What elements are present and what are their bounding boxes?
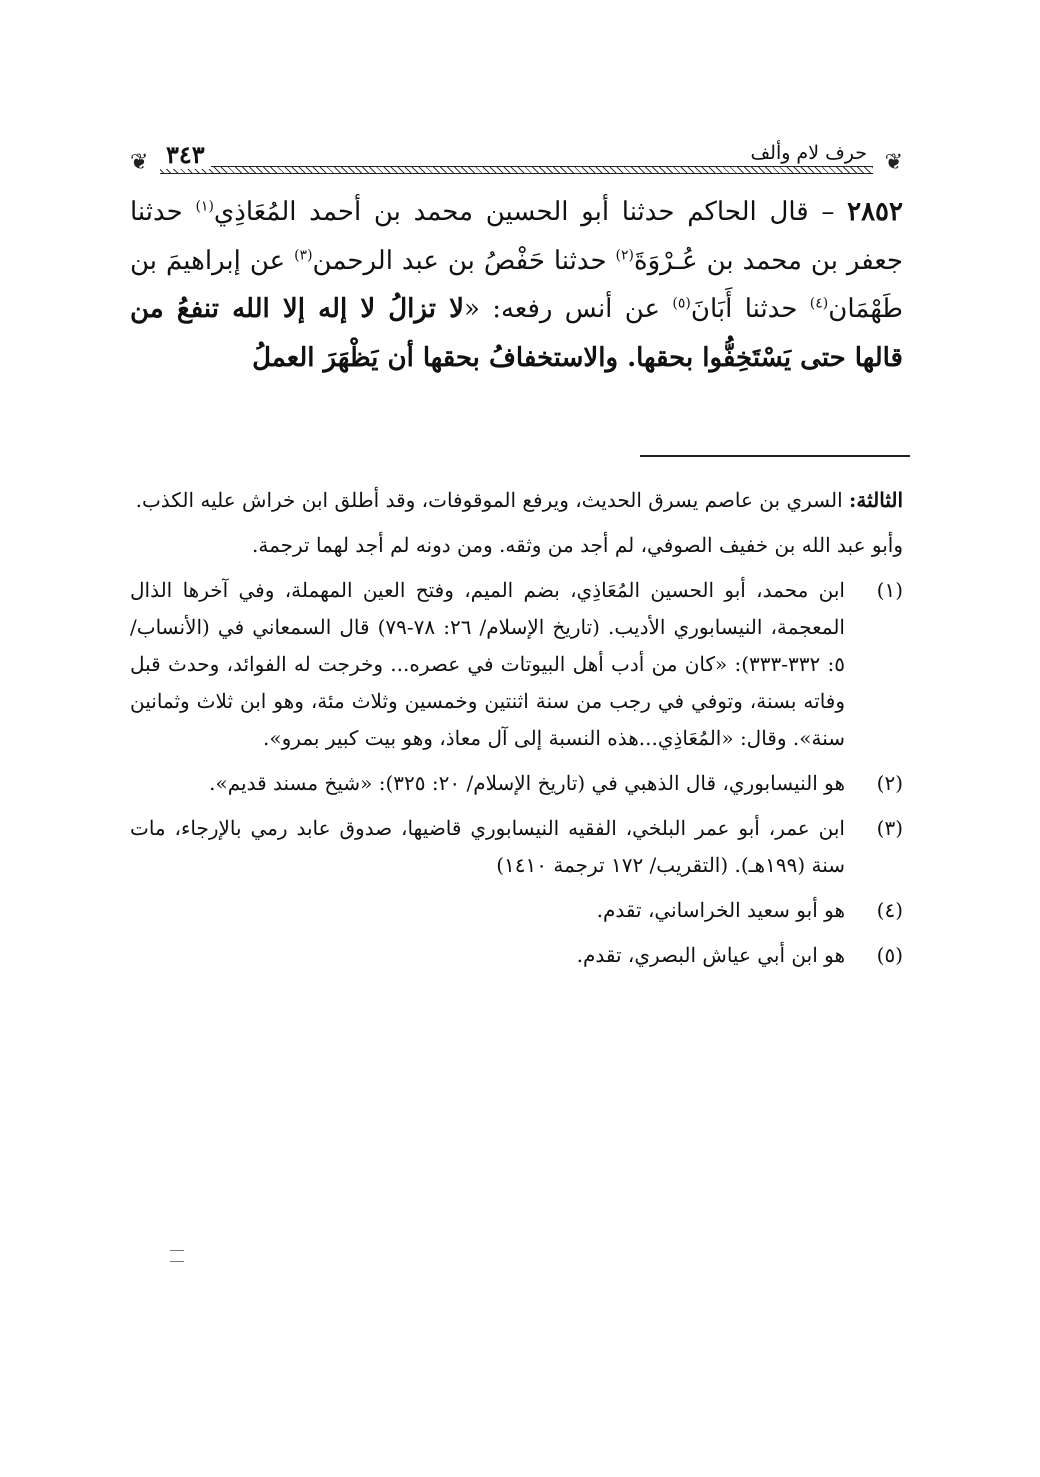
footnote-text: هو ابن أبي عياش البصري، تقدم. xyxy=(576,943,845,967)
footnote-continuation-text: السري بن عاصم يسرق الحديث، ويرفع الموقوفات، وقد أطلق ابن خراش عليه الكذب. xyxy=(135,488,849,512)
footnote-item xyxy=(130,810,903,884)
footnote-number: (١) xyxy=(876,578,903,602)
hadith-chain: حدثنا أَبَانَ xyxy=(690,294,810,324)
header-decorative-rule xyxy=(160,166,873,174)
footnote-item xyxy=(130,892,903,929)
page-number: ٣٤٣ xyxy=(160,140,211,169)
running-head: حرف لام وألف xyxy=(744,142,873,164)
footnote-text: هو أبو سعيد الخراساني، تقدم. xyxy=(596,898,845,922)
scan-mark xyxy=(170,1250,184,1262)
footnote-number: (٢) xyxy=(876,771,903,795)
footnote-item xyxy=(130,937,903,974)
footnote-separator xyxy=(640,455,910,457)
hadith-text xyxy=(130,188,903,382)
footnote-number: (٤) xyxy=(876,898,903,922)
footnote-continuation xyxy=(130,482,903,519)
hadith-chain: – قال الحاكم حدثنا أبو الحسين محمد بن أحمد المُعَاذِي xyxy=(213,197,848,227)
hadith-chain: عن إبراهيمَ بن طَهْمَان xyxy=(130,245,903,324)
page-header xyxy=(130,140,903,178)
footnote-ref[interactable]: (٤) xyxy=(809,295,829,312)
footnote-number: (٣) xyxy=(876,816,903,840)
hadith-chain: عن أنس رفعه: « xyxy=(463,294,673,324)
footnote-item xyxy=(130,765,903,802)
hadith-matn: لا تزالُ لا إله إلا الله تنفعُ من قالها حتى يَسْتَخِفُّوا بحقها. والاستخفافُ بحقها أن يَظْهَرَ العملُ xyxy=(130,294,903,373)
footnote-continuation-2: وأبو عبد الله بن خفيف الصوفي، لم أجد من وثقه. ومن دونه لم أجد لهما ترجمة. xyxy=(252,533,903,557)
footnote-ref[interactable]: (١) xyxy=(195,198,214,215)
footnotes xyxy=(130,482,903,982)
footnote-ref[interactable]: (٥) xyxy=(672,295,691,312)
footnote-ref[interactable]: (٢) xyxy=(615,246,634,263)
footnote-ref[interactable]: (٣) xyxy=(294,246,313,263)
footnote-item xyxy=(130,572,903,757)
footnote-text: ابن عمر، أبو عمر البلخي، الفقيه النيسابوري قاضيها، صدوق عابد رمي بالإرجاء، مات سنة (١٩٩هـ). (التقريب/ ١٧٢ ترجمة ١٤١٠) xyxy=(130,816,845,877)
ornament-icon: ❦ xyxy=(884,150,903,175)
footnote-number: (٥) xyxy=(876,943,903,967)
hadith-chain: حدثنا جعفر بن محمد بن عُـرْوَةَ xyxy=(130,197,903,276)
hadith-number: ٢٨٥٢ xyxy=(847,197,903,227)
footnote-continuation-label: الثالثة: xyxy=(848,488,903,512)
footnote-text: هو النيسابوري، قال الذهبي في (تاريخ الإسلام/ ٢٠: ٣٢٥): «شيخ مسند قديم». xyxy=(209,771,845,795)
hadith-chain: حدثنا حَفْصُ بن عبد الرحمن xyxy=(312,245,616,276)
ornament-icon: ❦ xyxy=(130,150,149,175)
footnote-text: ابن محمد، أبو الحسين المُعَاذِي، بضم الميم، وفتح العين المهملة، وفي آخرها الذال المعجمة، النيسابوري الأديب. (تاريخ الإسلام/ ٢٦: ٧٨-٧٩) قال السمعاني في (الأنساب/ ٥: ٣٣٢-٣٣٣): «كان من أدب أهل البيوتات في عصره... وخرجت له الفوائد، وحدث قبل وفاته بسنة، وتوفي في رجب من سنة اثنتين وخمسين وثلاث مئة، وهو ابن ثلاث وثمانين سنة». وقال: «المُعَاذِي...هذه النسبة إلى آل معاذ، وهو بيت كبير بمرو». xyxy=(130,578,845,750)
